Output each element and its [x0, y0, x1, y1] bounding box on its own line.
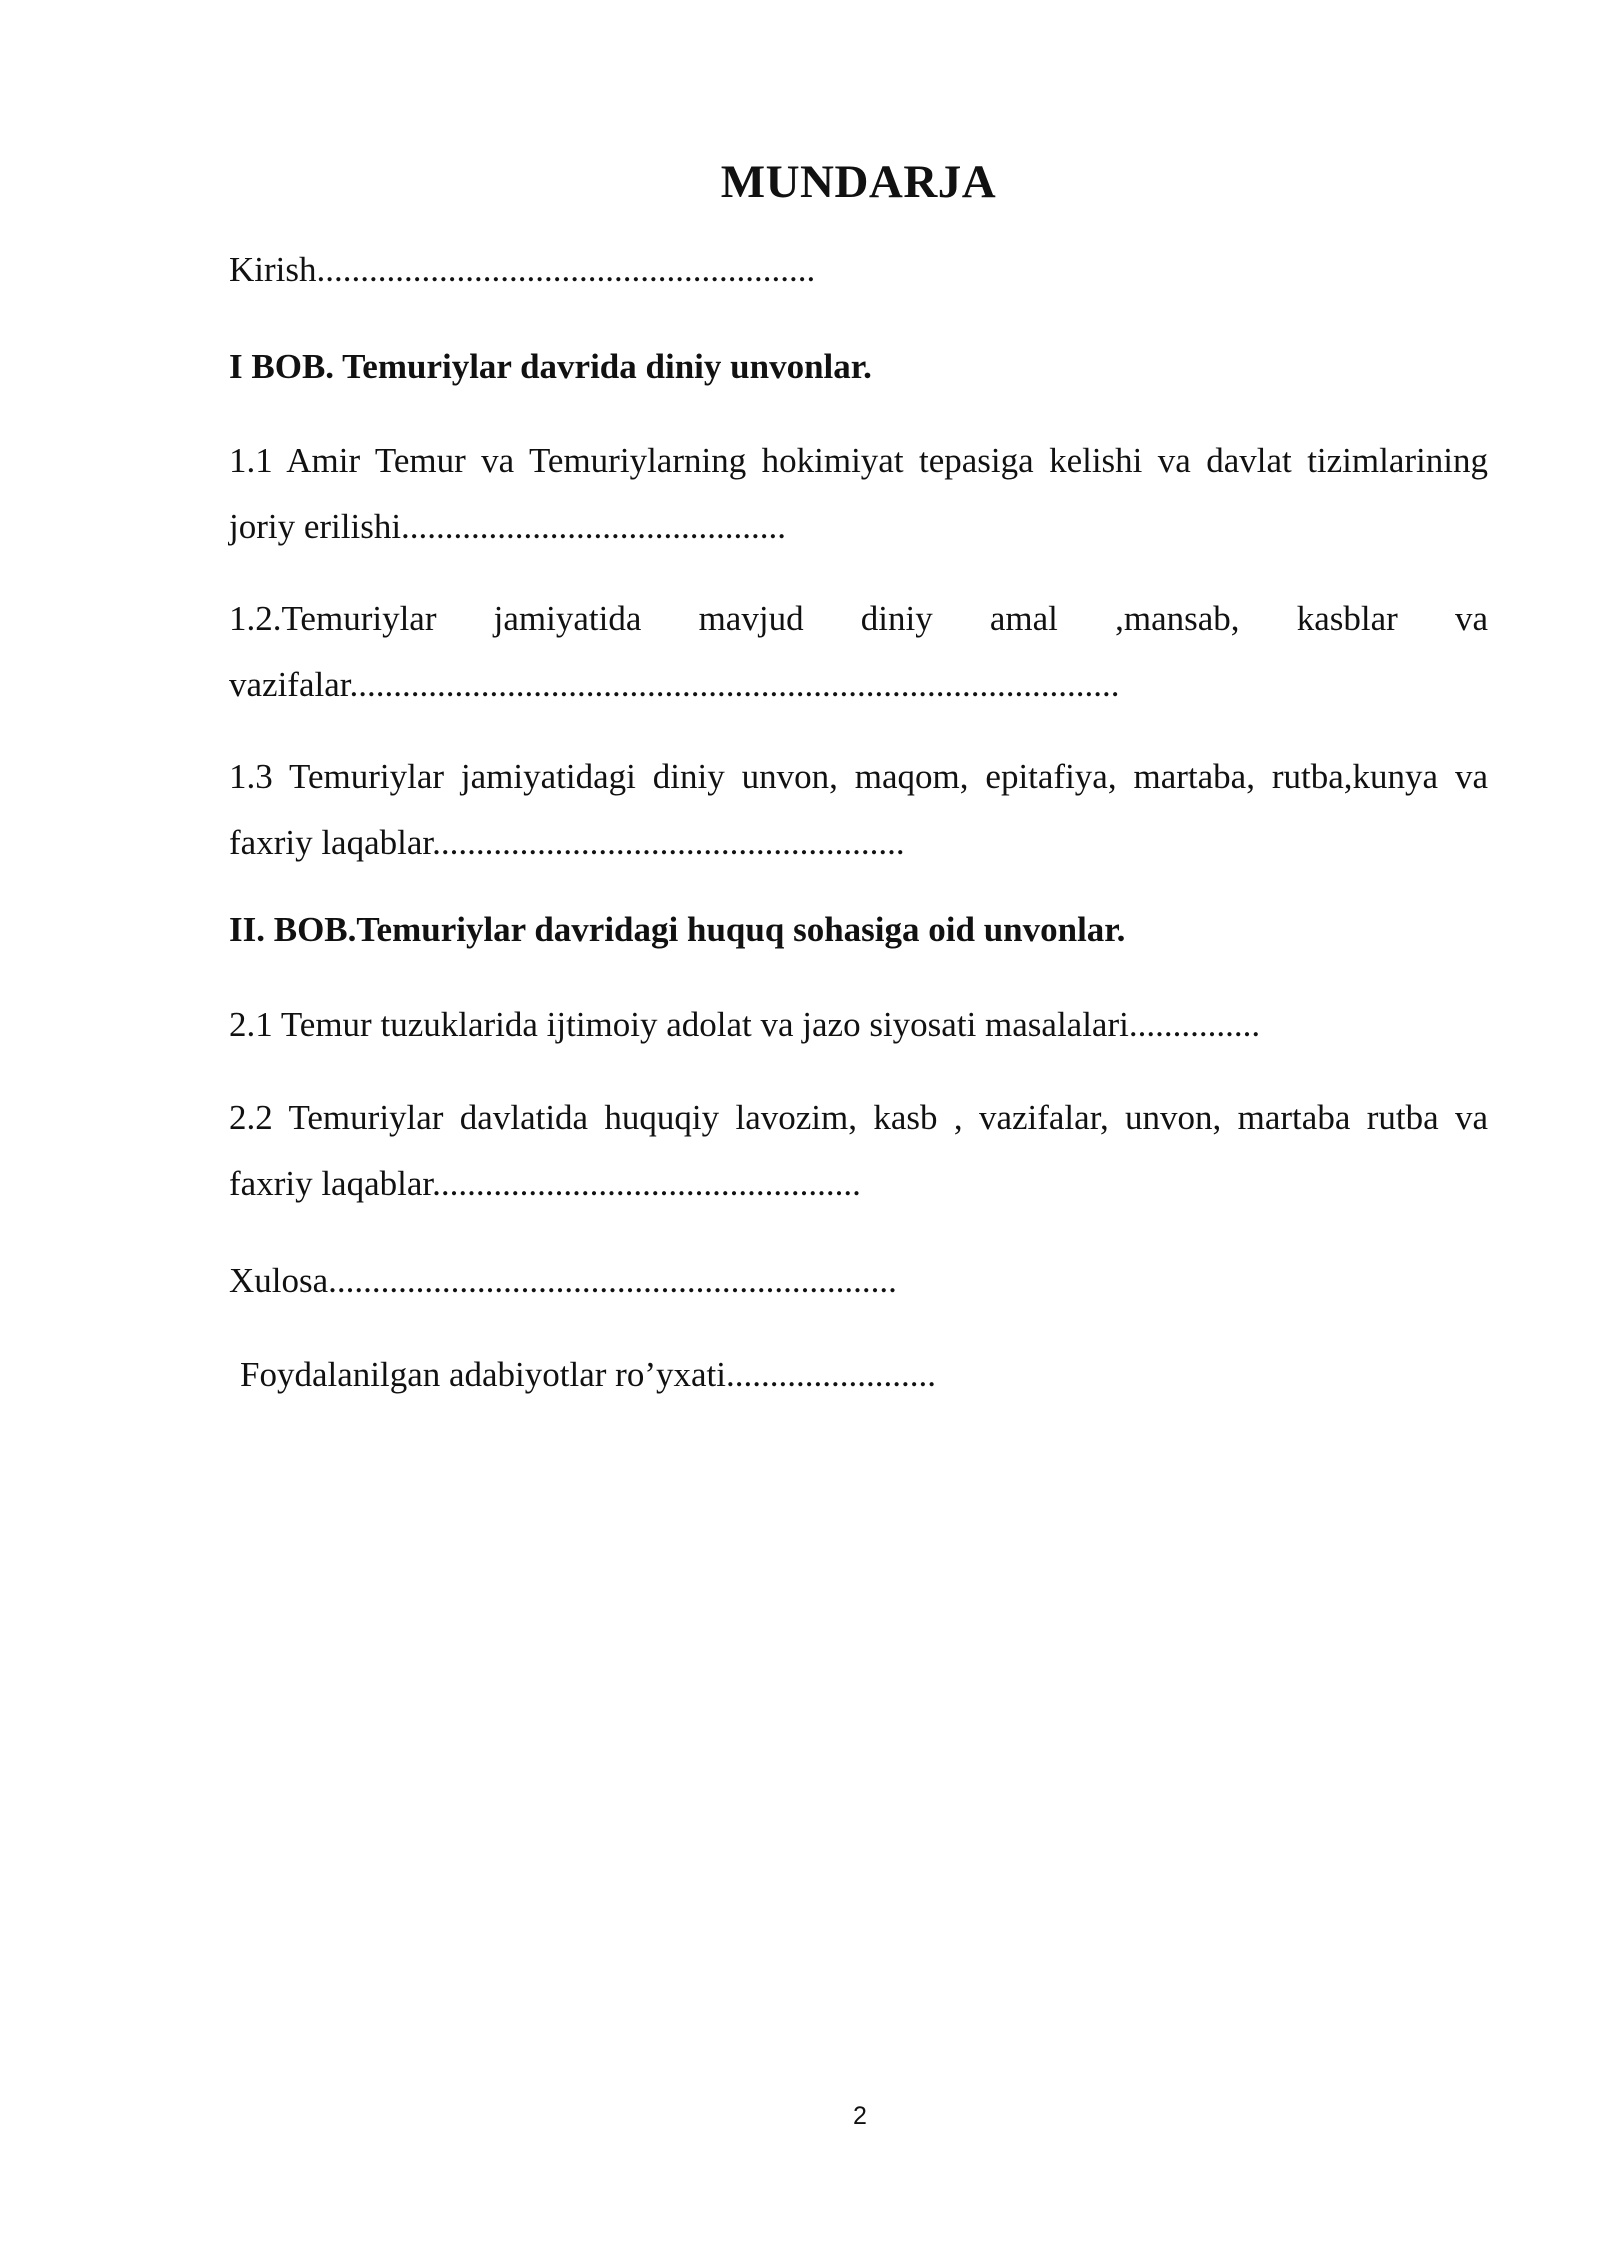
toc-entry-1-1: 1.1 Amir Temur va Temuriylarning hokimiyat tepasiga kelishi va davlat tizimlarining joriy erilishi............................................	[229, 441, 1488, 546]
toc-entry-bibliography: Foydalanilgan adabiyotlar ro’yxati........................	[240, 1355, 936, 1394]
toc-entry-introduction: Kirish.........................................................	[229, 250, 816, 289]
toc-entry-1-3: 1.3 Temuriylar jamiyatidagi diniy unvon, maqom, epitafiya, martaba, rutba,kunya va faxriy laqablar......................................................	[229, 757, 1488, 862]
toc-entry-conclusion: Xulosa.................................................................	[229, 1261, 897, 1300]
toc-chapter-1-heading: I BOB. Temuriylar davrida diniy unvonlar.	[229, 347, 872, 386]
toc-chapter-2-heading: II. BOB.Temuriylar davridagi huquq sohasiga oid unvonlar.	[229, 910, 1126, 949]
toc-entry-2-2: 2.2 Temuriylar davlatida huquqiy lavozim, kasb , vazifalar, unvon, martaba rutba va faxriy laqablar.................................................	[229, 1098, 1488, 1203]
toc-entry-1-2: 1.2.Temuriylar jamiyatida mavjud diniy amal ,mansab, kasblar va vazifalar........................................................................................	[229, 599, 1488, 704]
page-title: MUNDARJA	[720, 156, 997, 208]
toc-entry-2-1: 2.1 Temur tuzuklarida ijtimoiy adolat va jazo siyosati masalalari...............	[229, 1005, 1261, 1044]
page-number: 2	[853, 2102, 867, 2130]
